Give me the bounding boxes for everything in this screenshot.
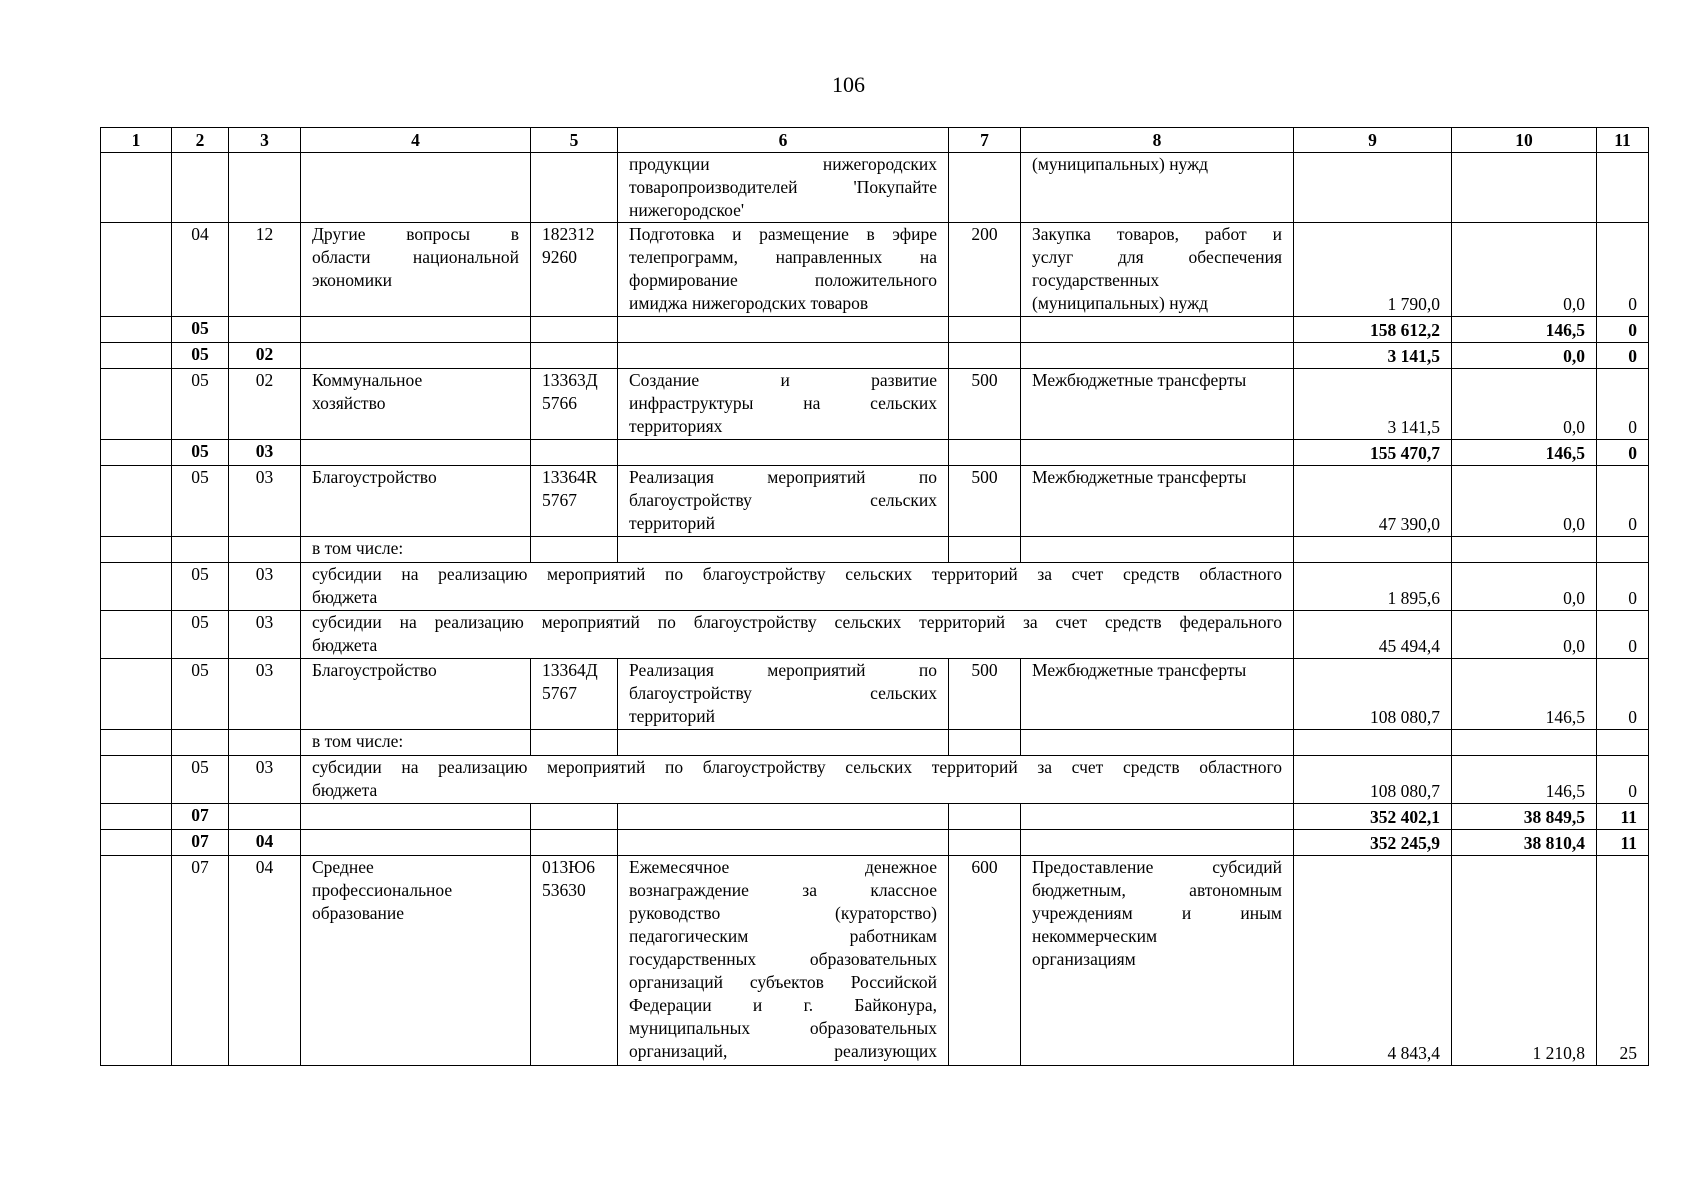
section-code: 05 <box>172 440 229 466</box>
subsidy-description <box>301 756 1294 804</box>
section-code: 05 <box>172 659 229 730</box>
cell <box>229 317 301 343</box>
amount-cell: 146,5 <box>1452 659 1597 730</box>
including-label: в том числе: <box>301 537 531 563</box>
subsection-name <box>301 659 531 730</box>
cell <box>1452 153 1597 223</box>
cell <box>301 317 531 343</box>
text-line: благоустройству сельских <box>629 683 937 703</box>
text-line: учреждениям и иным <box>1032 903 1282 923</box>
text-line: организациям <box>1032 949 1136 969</box>
cell <box>531 804 618 830</box>
cell <box>101 659 172 730</box>
cell <box>301 343 531 369</box>
amount-cell: 0 <box>1597 466 1649 537</box>
cell <box>229 153 301 223</box>
column-header: 8 <box>1021 128 1294 153</box>
column-header: 11 <box>1597 128 1649 153</box>
expense-type-code: 600 <box>949 856 1021 1066</box>
amount-cell: 158 612,2 <box>1294 317 1452 343</box>
page-number: 106 <box>832 72 865 97</box>
text-line: 13364Д <box>542 660 598 680</box>
including-label: в том числе: <box>301 730 531 756</box>
cell <box>531 343 618 369</box>
subsection-code: 03 <box>229 563 301 611</box>
expense-type-code: 500 <box>949 466 1021 537</box>
table-row <box>101 563 1649 611</box>
expense-type-cell <box>1021 369 1294 440</box>
amount-cell: 155 470,7 <box>1294 440 1452 466</box>
text-line: формирование положительного <box>629 270 937 290</box>
cell <box>229 537 301 563</box>
cell <box>101 756 172 804</box>
text-line: государственных образовательных <box>629 949 937 969</box>
expense-type-cell <box>1021 856 1294 1066</box>
table-row <box>101 466 1649 537</box>
cell <box>531 153 618 223</box>
cell <box>618 537 949 563</box>
cell <box>949 830 1021 856</box>
column-header: 9 <box>1294 128 1452 153</box>
amount-cell: 0,0 <box>1452 563 1597 611</box>
cell <box>618 730 949 756</box>
expense-type-cell <box>1021 223 1294 317</box>
text-line: Коммунальное <box>312 370 423 390</box>
section-code: 07 <box>172 830 229 856</box>
amount-cell: 0 <box>1597 659 1649 730</box>
text-line: Создание и развитие <box>629 370 937 390</box>
text-line: 5766 <box>542 393 577 413</box>
text-line: области национальной <box>312 247 519 267</box>
cell <box>949 804 1021 830</box>
subsection-code: 03 <box>229 756 301 804</box>
text-line: образование <box>312 903 405 923</box>
text-line: продукции нижегородских <box>629 154 937 174</box>
cell <box>531 317 618 343</box>
amount-cell: 1 210,8 <box>1452 856 1597 1066</box>
cell <box>1021 730 1294 756</box>
column-header: 7 <box>949 128 1021 153</box>
cell <box>101 153 172 223</box>
text-line: субсидии на реализацию мероприятий по благоустройству сельских территорий за счет средств федерального <box>312 612 1282 632</box>
expense-type-code: 500 <box>949 659 1021 730</box>
text-line: территориях <box>629 416 723 436</box>
subsection-code: 03 <box>229 440 301 466</box>
section-code: 07 <box>172 804 229 830</box>
subsection-code: 12 <box>229 223 301 317</box>
text-line: бюджета <box>312 587 378 607</box>
subsection-code: 04 <box>229 856 301 1066</box>
cell <box>101 537 172 563</box>
amount-cell: 1 790,0 <box>1294 223 1452 317</box>
amount-cell: 38 849,5 <box>1452 804 1597 830</box>
text-line: муниципальных образовательных <box>629 1018 937 1038</box>
cell <box>949 440 1021 466</box>
amount-cell: 108 080,7 <box>1294 756 1452 804</box>
section-code: 04 <box>172 223 229 317</box>
cell <box>1021 440 1294 466</box>
amount-cell: 0,0 <box>1452 466 1597 537</box>
text-line: услуг для обеспечения <box>1032 247 1282 267</box>
table-row <box>101 153 1649 223</box>
amount-cell: 45 494,4 <box>1294 611 1452 659</box>
text-line: телепрограмм, направленных на <box>629 247 937 267</box>
cell <box>949 153 1021 223</box>
cell <box>1294 537 1452 563</box>
cell <box>1452 730 1597 756</box>
text-line: 13363Д <box>542 370 598 390</box>
cell <box>229 804 301 830</box>
cell <box>101 563 172 611</box>
text-line: Межбюджетные трансферты <box>1032 370 1247 390</box>
table-row <box>101 659 1649 730</box>
table-row <box>101 730 1649 756</box>
subsection-name <box>301 369 531 440</box>
amount-cell: 3 141,5 <box>1294 343 1452 369</box>
text-line: 013Ю6 <box>542 857 595 877</box>
table-row <box>101 611 1649 659</box>
amount-cell: 0 <box>1597 563 1649 611</box>
expense-direction-cell <box>618 369 949 440</box>
text-line: Реализация мероприятий по <box>629 660 937 680</box>
table-row <box>101 804 1649 830</box>
table-row <box>101 223 1649 317</box>
amount-cell: 146,5 <box>1452 440 1597 466</box>
text-line: Среднее <box>312 857 374 877</box>
table-row <box>101 317 1649 343</box>
amount-cell: 1 895,6 <box>1294 563 1452 611</box>
cell <box>618 317 949 343</box>
amount-cell: 47 390,0 <box>1294 466 1452 537</box>
text-line: организаций субъектов Российской <box>629 972 937 992</box>
text-line: государственных <box>1032 270 1160 290</box>
amount-cell: 4 843,4 <box>1294 856 1452 1066</box>
section-code: 05 <box>172 343 229 369</box>
cell <box>101 730 172 756</box>
text-line: благоустройству сельских <box>629 490 937 510</box>
text-line: хозяйство <box>312 393 386 413</box>
cell <box>101 611 172 659</box>
table-row <box>101 369 1649 440</box>
text-line: бюджета <box>312 635 378 655</box>
table-row <box>101 537 1649 563</box>
amount-cell: 0 <box>1597 369 1649 440</box>
subsection-code: 04 <box>229 830 301 856</box>
column-header: 5 <box>531 128 618 153</box>
table-header-row <box>101 128 1649 153</box>
amount-cell: 38 810,4 <box>1452 830 1597 856</box>
text-line: бюджета <box>312 780 378 800</box>
text-line: Межбюджетные трансферты <box>1032 467 1247 487</box>
amount-cell: 146,5 <box>1452 756 1597 804</box>
text-line: бюджетным, автономным <box>1032 880 1282 900</box>
amount-cell: 0 <box>1597 343 1649 369</box>
cell <box>101 830 172 856</box>
text-line: инфраструктуры на сельских <box>629 393 937 413</box>
cell <box>172 730 229 756</box>
amount-cell: 0,0 <box>1452 223 1597 317</box>
amount-cell: 0 <box>1597 756 1649 804</box>
text-line: субсидии на реализацию мероприятий по благоустройству сельских территорий за счет средств областного <box>312 757 1282 777</box>
amount-cell: 352 402,1 <box>1294 804 1452 830</box>
table-row <box>101 756 1649 804</box>
text-line: нижегородское' <box>629 200 745 220</box>
text-line: имиджа нижегородских товаров <box>629 293 869 313</box>
amount-cell: 146,5 <box>1452 317 1597 343</box>
cell <box>1597 730 1649 756</box>
cell <box>618 440 949 466</box>
text-line: Другие вопросы в <box>312 224 519 244</box>
cell <box>101 369 172 440</box>
cell <box>101 223 172 317</box>
target-code <box>531 856 618 1066</box>
cell <box>531 730 618 756</box>
cell <box>101 466 172 537</box>
cell <box>949 317 1021 343</box>
target-code <box>531 466 618 537</box>
text-line: товаропроизводителей 'Покупайте <box>629 177 937 197</box>
amount-cell: 0,0 <box>1452 343 1597 369</box>
text-line: территорий <box>629 706 715 726</box>
column-header: 2 <box>172 128 229 153</box>
column-header: 10 <box>1452 128 1597 153</box>
cell <box>531 440 618 466</box>
text-line: профессиональное <box>312 880 453 900</box>
cell <box>172 537 229 563</box>
text-line: экономики <box>312 270 392 290</box>
amount-cell: 0 <box>1597 317 1649 343</box>
text-line: некоммерческим <box>1032 926 1158 946</box>
text-line: (муниципальных) нужд <box>1032 293 1209 313</box>
target-code <box>531 223 618 317</box>
cell <box>949 730 1021 756</box>
subsection-code: 02 <box>229 343 301 369</box>
table-row <box>101 343 1649 369</box>
text-line: 182312 <box>542 224 595 244</box>
table-row <box>101 440 1649 466</box>
amount-cell: 0 <box>1597 440 1649 466</box>
section-code: 05 <box>172 563 229 611</box>
subsection-code: 03 <box>229 659 301 730</box>
amount-cell: 0,0 <box>1452 369 1597 440</box>
cell <box>1597 153 1649 223</box>
amount-cell: 3 141,5 <box>1294 369 1452 440</box>
text-line: руководство (кураторство) <box>629 903 937 923</box>
text-line: организаций, реализующих <box>629 1041 937 1061</box>
expense-direction-cell <box>618 466 949 537</box>
amount-cell: 25 <box>1597 856 1649 1066</box>
text-line: 5767 <box>542 490 577 510</box>
subsection-name <box>301 466 531 537</box>
text-line: (муниципальных) нужд <box>1032 154 1209 174</box>
text-line: 53630 <box>542 880 586 900</box>
cell <box>531 830 618 856</box>
cell <box>1021 317 1294 343</box>
expense-type-code: 200 <box>949 223 1021 317</box>
amount-cell: 11 <box>1597 830 1649 856</box>
subsection-code: 03 <box>229 611 301 659</box>
text-line: субсидии на реализацию мероприятий по благоустройству сельских территорий за счет средств областного <box>312 564 1282 584</box>
text-line: Предоставление субсидий <box>1032 857 1282 877</box>
column-header: 6 <box>618 128 949 153</box>
text-line: Закупка товаров, работ и <box>1032 224 1282 244</box>
table-row <box>101 856 1649 1066</box>
cell <box>1021 830 1294 856</box>
amount-cell: 0 <box>1597 223 1649 317</box>
cell <box>301 153 531 223</box>
expense-type-code: 500 <box>949 369 1021 440</box>
column-header: 4 <box>301 128 531 153</box>
text-line: Подготовка и размещение в эфире <box>629 224 937 244</box>
cell <box>1021 804 1294 830</box>
cell <box>101 317 172 343</box>
subsection-name <box>301 856 531 1066</box>
subsidy-description <box>301 563 1294 611</box>
amount-cell: 352 245,9 <box>1294 830 1452 856</box>
text-line: вознаграждение за классное <box>629 880 937 900</box>
cell <box>618 830 949 856</box>
cell <box>949 343 1021 369</box>
cell <box>101 856 172 1066</box>
expense-type-cell <box>1021 153 1294 223</box>
table-row <box>101 830 1649 856</box>
amount-cell: 11 <box>1597 804 1649 830</box>
target-code <box>531 369 618 440</box>
text-line: Ежемесячное денежное <box>629 857 937 877</box>
text-line: Федерации и г. Байконура, <box>629 995 937 1015</box>
cell <box>101 804 172 830</box>
text-line: Реализация мероприятий по <box>629 467 937 487</box>
cell <box>301 440 531 466</box>
cell <box>301 830 531 856</box>
subsection-name <box>301 223 531 317</box>
cell <box>229 730 301 756</box>
expense-direction-cell <box>618 856 949 1066</box>
section-code: 05 <box>172 611 229 659</box>
cell <box>101 440 172 466</box>
text-line: Благоустройство <box>312 660 437 680</box>
text-line: 13364R <box>542 467 598 487</box>
cell <box>1021 537 1294 563</box>
cell <box>172 153 229 223</box>
subsection-code: 02 <box>229 369 301 440</box>
expense-direction-cell <box>618 153 949 223</box>
cell <box>1294 153 1452 223</box>
text-line: Межбюджетные трансферты <box>1032 660 1247 680</box>
section-code: 05 <box>172 369 229 440</box>
column-header: 1 <box>101 128 172 153</box>
cell <box>1294 730 1452 756</box>
cell <box>101 343 172 369</box>
cell <box>1597 537 1649 563</box>
cell <box>949 537 1021 563</box>
column-header: 3 <box>229 128 301 153</box>
cell <box>618 804 949 830</box>
expense-direction-cell <box>618 223 949 317</box>
expense-direction-cell <box>618 659 949 730</box>
amount-cell: 0,0 <box>1452 611 1597 659</box>
section-code: 05 <box>172 756 229 804</box>
target-code <box>531 659 618 730</box>
subsidy-description <box>301 611 1294 659</box>
expense-type-cell <box>1021 659 1294 730</box>
cell <box>1021 343 1294 369</box>
budget-table <box>100 127 1649 1066</box>
amount-cell: 108 080,7 <box>1294 659 1452 730</box>
section-code: 05 <box>172 466 229 537</box>
text-line: 9260 <box>542 247 577 267</box>
text-line: 5767 <box>542 683 577 703</box>
section-code: 07 <box>172 856 229 1066</box>
text-line: педагогическим работникам <box>629 926 937 946</box>
text-line: Благоустройство <box>312 467 437 487</box>
expense-type-cell <box>1021 466 1294 537</box>
text-line: территорий <box>629 513 715 533</box>
subsection-code: 03 <box>229 466 301 537</box>
amount-cell: 0 <box>1597 611 1649 659</box>
section-code: 05 <box>172 317 229 343</box>
cell <box>1452 537 1597 563</box>
cell <box>618 343 949 369</box>
cell <box>531 537 618 563</box>
cell <box>301 804 531 830</box>
